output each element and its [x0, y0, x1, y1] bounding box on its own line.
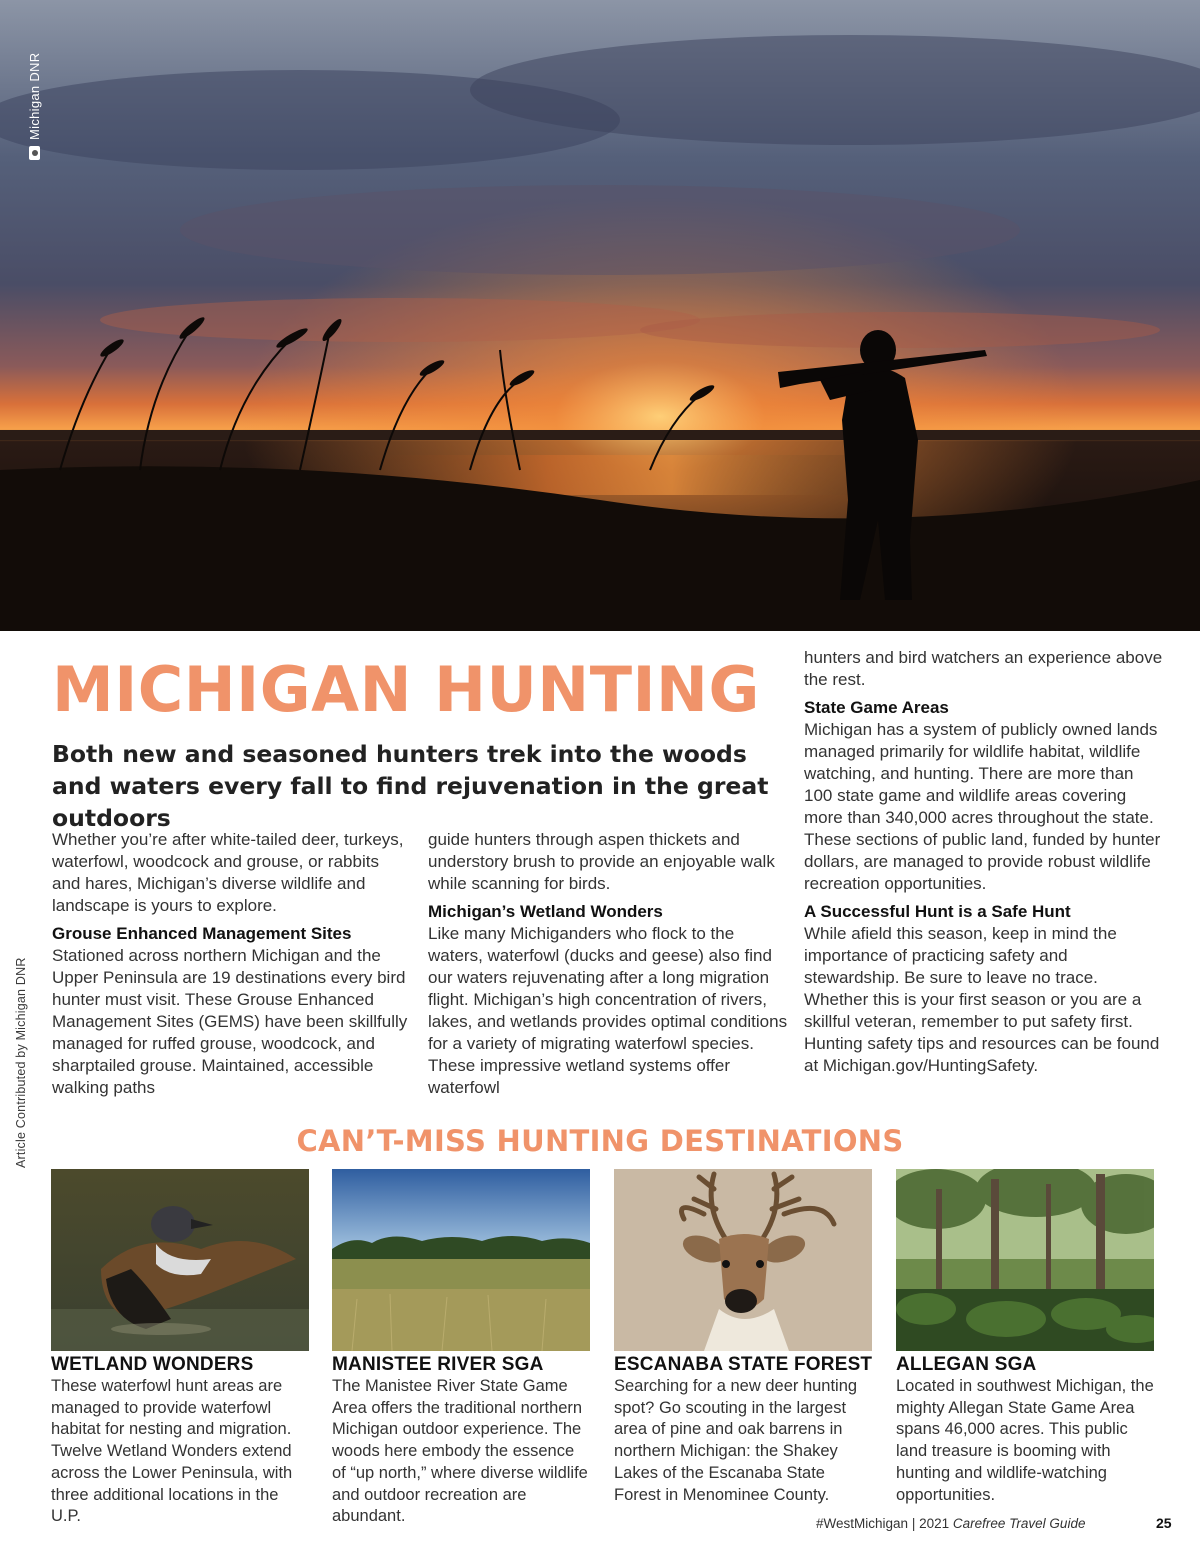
- gems-heading: Grouse Enhanced Management Sites: [52, 924, 352, 943]
- intro-paragraph: Whether you’re after white-tailed deer, turkeys, waterfowl, woodcock and grouse, or rabbits and hares, Michigan’s diverse wildlife and landscape is yours to explore.: [52, 830, 404, 915]
- article-column-2: [428, 829, 790, 1105]
- destination-title: ALLEGAN SGA: [896, 1354, 1037, 1375]
- safe-hunt-paragraph: While afield this season, keep in mind the importance of practicing safety and stewardship. Be sure to leave no trace. Whether this is your first season or you are a skillful veteran, remember to put safety first. Hunting safety tips and resources can be found at Michigan.gov/HuntingSafety.: [804, 924, 1160, 1075]
- destination-text: Searching for a new deer hunting spot? Go scouting in the largest area of pine and oak barrens in northern Michigan: the Shakey Lakes of the Escanaba State Forest in Menominee County.: [614, 1377, 858, 1504]
- footer-hashtag: #WestMichigan: [816, 1516, 909, 1531]
- sga-heading: State Game Areas: [804, 698, 949, 717]
- page-number: 25: [1156, 1515, 1172, 1531]
- destination-card-escanaba: [614, 1169, 872, 1506]
- destination-text: These waterfowl hunt areas are managed to provide waterfowl habitat for nesting and migration. Twelve Wetland Wonders extend across the Lower Peninsula, with three additional locations in the U.P.: [51, 1377, 293, 1526]
- article-subtitle: Both new and seasoned hunters trek into the woods and waters every fall to find rejuvenation in the great outdoors: [52, 740, 769, 832]
- wetland-paragraph-continued: hunters and bird watchers an experience above the rest.: [804, 648, 1163, 689]
- footer-publication: Carefree Travel Guide: [952, 1516, 1086, 1531]
- destination-text: Located in southwest Michigan, the mighty Allegan State Game Area spans 46,000 acres. This public land treasure is booming with hunting and wildlife-watching opportunities.: [896, 1377, 1154, 1504]
- sga-paragraph: Michigan has a system of publicly owned lands managed primarily for wildlife habitat, wildlife watching, and hunting. There are more than 100 state game and wildlife areas covering more than 340,000 acres throughout the state. These sections of public land, funded by hunter dollars, are managed to provide robust wildlife recreation opportunities.: [804, 720, 1161, 893]
- hero-photo: [0, 0, 1200, 631]
- camera-icon: [29, 146, 40, 160]
- page-footer: [816, 1516, 1085, 1531]
- destination-card-wetland-wonders: [51, 1169, 309, 1528]
- footer-separator: |: [911, 1516, 916, 1531]
- article-column-3: [804, 647, 1164, 1083]
- destination-title: ESCANABA STATE FOREST: [614, 1354, 873, 1375]
- destination-card-allegan: [896, 1169, 1154, 1506]
- article-credit: Article Contributed by Michigan DNR: [14, 957, 28, 1168]
- destinations-heading: CAN’T-MISS HUNTING DESTINATIONS: [296, 1124, 904, 1158]
- wetland-paragraph: Like many Michiganders who flock to the waters, waterfowl (ducks and geese) also find our waters rejuvenating after a long migration flight. Michigan’s high concentration of rivers, lakes, and wetlands provides optimal conditions for a variety of migrating waterfowl species. These impressive wetland systems offer waterfowl: [428, 924, 788, 1097]
- grassland-photo: [332, 1169, 590, 1351]
- gems-paragraph: Stationed across northern Michigan and the Upper Peninsula are 19 destinations every bird hunter must visit. These Grouse Enhanced Management Sites (GEMS) have been skillfully managed for ruffed grouse, woodcock, and sharptailed grouse. Maintained, accessible walking paths: [52, 946, 408, 1097]
- forest-photo: [896, 1169, 1154, 1351]
- destination-title: MANISTEE RIVER SGA: [332, 1354, 544, 1375]
- gems-paragraph-continued: guide hunters through aspen thickets and understory brush to provide an enjoyable walk while scanning for birds.: [428, 830, 775, 893]
- wetland-heading: Michigan’s Wetland Wonders: [428, 902, 663, 921]
- destination-text: The Manistee River State Game Area offers the traditional northern Michigan outdoor experience. The woods here embody the essence of “up north,” where diverse wildlife and outdoor recreation are abundant.: [332, 1377, 588, 1526]
- sunset-hunter-image: [0, 0, 1200, 631]
- deer-photo: [614, 1169, 872, 1351]
- article-column-1: [52, 829, 412, 1105]
- photo-credit-text: Michigan DNR: [27, 52, 42, 140]
- destination-title: WETLAND WONDERS: [51, 1354, 254, 1375]
- duck-photo: [51, 1169, 309, 1351]
- footer-year: 2021: [919, 1516, 950, 1531]
- photo-credit: [27, 53, 42, 160]
- article-title: MICHIGAN HUNTING: [52, 653, 760, 726]
- destination-card-manistee-river: [332, 1169, 590, 1528]
- safe-hunt-heading: A Successful Hunt is a Safe Hunt: [804, 902, 1071, 921]
